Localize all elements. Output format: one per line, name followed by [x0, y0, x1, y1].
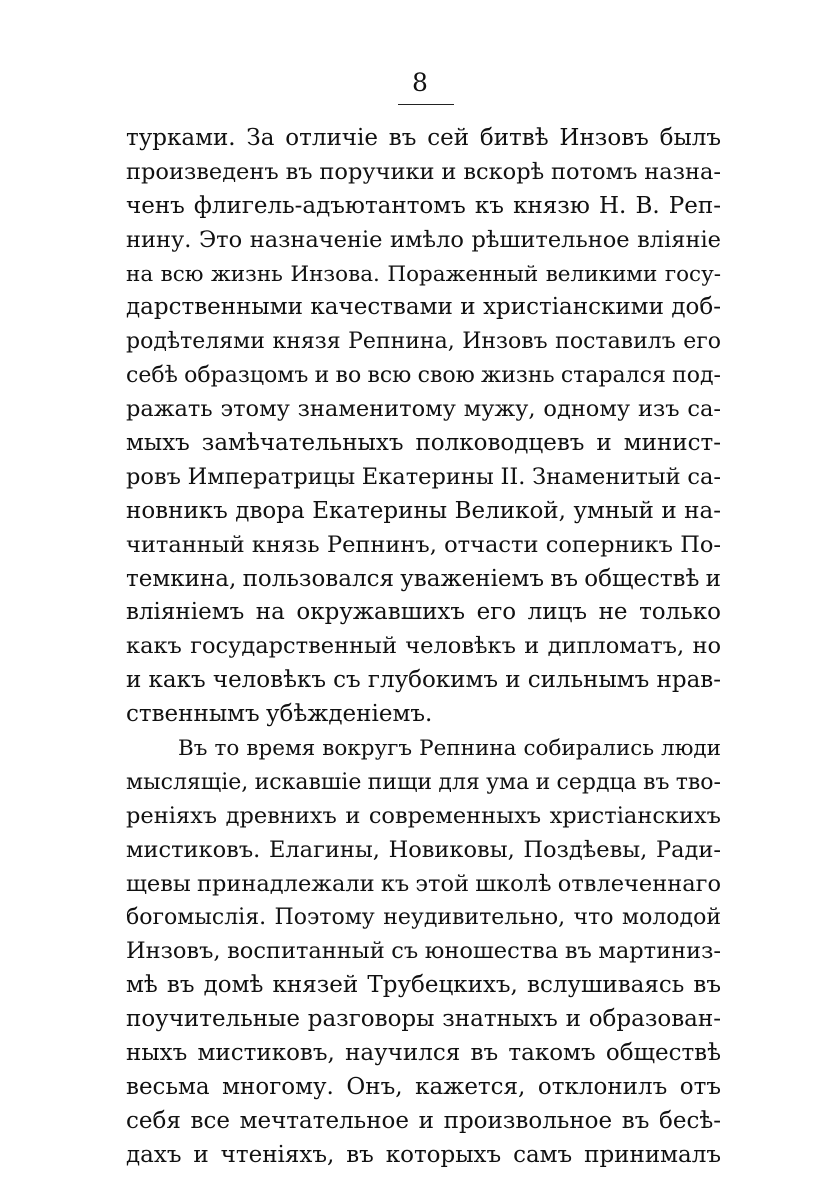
text-line: поучительные разговоры знатныхъ и образован- — [126, 1006, 721, 1033]
text-line: какъ государственный человѣкъ и дипломатъ, но — [126, 633, 721, 660]
body-text — [126, 122, 721, 1173]
text-line: вліяніемъ на окружавшихъ его лицъ не только — [126, 599, 721, 626]
text-line: Инзовъ, воспитанный съ юношества въ мартиниз- — [126, 938, 721, 965]
text-line: Въ то время вокругъ Репнина собирались люди — [178, 736, 721, 762]
text-line: реніяхъ древнихъ и современныхъ христіанскихъ — [126, 802, 721, 829]
text-line: родѣтелями князя Репнина, Инзовъ поставилъ его — [126, 329, 721, 355]
text-line: мыслящіе, искавшіе пищи для ума и сердца въ тво- — [126, 769, 721, 795]
page-number-rule — [398, 104, 454, 105]
text-line: весьма многому. Онъ, кажется, отклонилъ отъ — [126, 1073, 721, 1100]
text-line: читанный князь Репнинъ, отчасти соперникъ По- — [126, 531, 721, 558]
text-line: дарственными качествами и христіанскими доб- — [126, 294, 721, 321]
paragraph-1 — [126, 122, 721, 732]
text-line: мѣ въ домѣ князей Трубецкихъ, вслушиваясь въ — [126, 972, 721, 999]
text-line: новникъ двора Екатерины Великой, умный и на- — [126, 497, 721, 524]
text-line: произведенъ въ поручики и вскорѣ потомъ назна- — [126, 158, 721, 185]
text-line: нину. Это назначеніе имѣло рѣшительное вліяніе — [126, 226, 721, 253]
text-line: и какъ человѣкъ съ глубокимъ и сильнымъ нрав- — [126, 667, 721, 694]
text-line: ражать этому знаменитому мужу, одному изъ са- — [126, 396, 721, 423]
text-line: темкина, пользовался уваженіемъ въ обществѣ и — [126, 565, 722, 592]
text-line: мистиковъ. Елагины, Новиковы, Поздѣевы, Ради- — [126, 836, 721, 863]
text-line: ственнымъ убѣжденіемъ. — [126, 701, 433, 728]
text-line: ровъ Императрицы Екатерины II. Знаменитый са- — [126, 463, 721, 490]
text-line: мыхъ замѣчательныхъ полководцевъ и минист- — [126, 430, 721, 457]
page-number: 8 — [412, 68, 428, 97]
text-line: турками. За отличіе въ сей битвѣ Инзовъ былъ — [126, 125, 721, 151]
text-line: богомыслія. Поэтому неудивительно, что молодой — [126, 905, 721, 931]
text-line: щевы принадлежали къ этой школѣ отвлеченнаго — [126, 870, 721, 897]
text-line: на всю жизнь Инзова. Пораженный великими госу- — [126, 261, 721, 287]
paragraph-2 — [126, 732, 721, 1173]
text-line: ныхъ мистиковъ, научился въ такомъ обществѣ — [126, 1040, 721, 1067]
text-line: себя все мечтательное и произвольное въ бесѣ- — [126, 1107, 721, 1134]
text-line: дахъ и чтеніяхъ, въ которыхъ самъ принималъ — [126, 1141, 721, 1168]
text-line: себѣ образцомъ и во всю свою жизнь старался под- — [126, 363, 721, 389]
text-line: ченъ флигель-адъютантомъ къ князю Н. В. Реп- — [126, 192, 721, 219]
